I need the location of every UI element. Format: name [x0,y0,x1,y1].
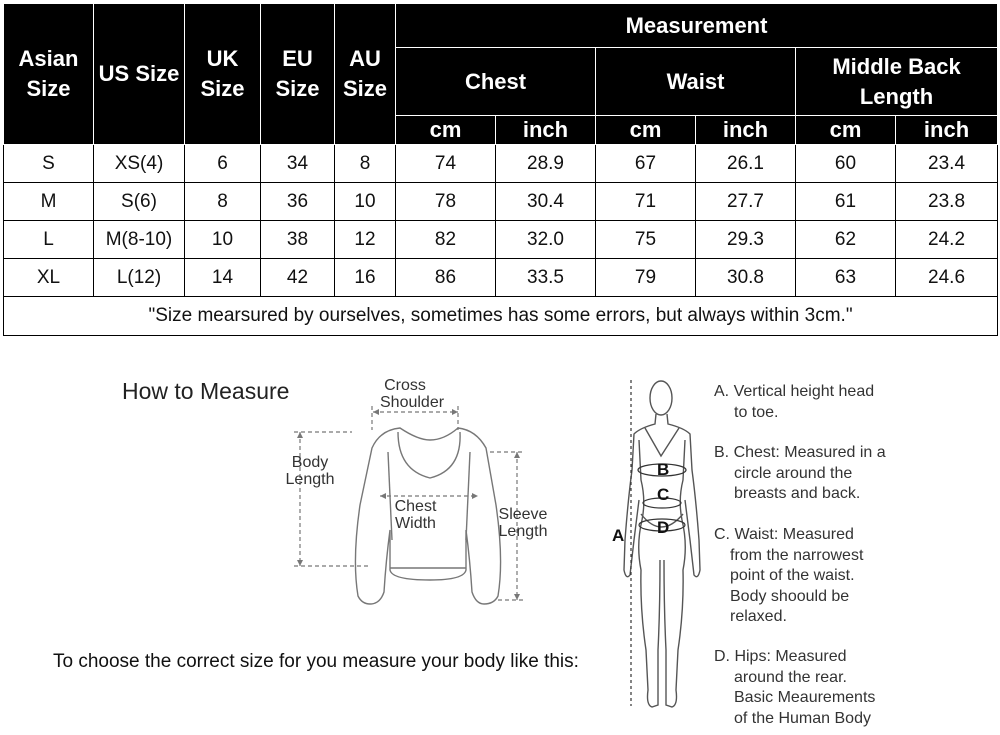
cell-back-cm: 61 [796,183,896,221]
letter-b: B [657,460,670,479]
cell-chest-cm: 78 [396,183,496,221]
header-eu-size: EU Size [261,4,335,145]
cell-back-cm: 60 [796,145,896,183]
letter-a: A [612,526,625,545]
cell-uk: 14 [185,259,261,297]
header-waist-cm: cm [596,116,696,145]
cell-asian: XL [4,259,94,297]
cell-uk: 10 [185,221,261,259]
cell-chest-inch: 33.5 [496,259,596,297]
header-uk-size: UK Size [185,4,261,145]
cell-back-inch: 23.4 [896,145,998,183]
cell-chest-cm: 82 [396,221,496,259]
cell-waist-cm: 79 [596,259,696,297]
cell-asian: S [4,145,94,183]
header-back-cm: cm [796,116,896,145]
cell-us: XS(4) [94,145,185,183]
letter-d: D [657,518,670,537]
header-measurement: Measurement [396,4,998,48]
definition-d: D. Hips: Measured around the rear. Basic Meaurements of the Human Body [714,648,876,727]
cell-waist-cm: 67 [596,145,696,183]
chest-width-label: Chest Width [394,498,437,532]
how-to-measure-title: How to Measure [122,378,290,404]
definition-a: A. Vertical height head to toe. [714,383,875,421]
cell-back-cm: 62 [796,221,896,259]
cell-waist-cm: 71 [596,183,696,221]
definition-b: B. Chest: Measured in a circle around the breasts and back. [714,444,886,502]
cell-back-cm: 63 [796,259,896,297]
header-chest: Chest [396,48,596,116]
cell-eu: 42 [261,259,335,297]
header-us-size: US Size [94,4,185,145]
cell-waist-inch: 26.1 [696,145,796,183]
letter-c: C [657,485,670,504]
cell-au: 16 [335,259,396,297]
cell-uk: 8 [185,183,261,221]
cross-shoulder-label: Cross Shoulder [380,377,445,411]
cell-au: 12 [335,221,396,259]
cell-chest-cm: 74 [396,145,496,183]
header-au-size: AU Size [335,4,396,145]
cell-au: 10 [335,183,396,221]
cell-chest-inch: 30.4 [496,183,596,221]
cell-eu: 36 [261,183,335,221]
cell-waist-inch: 30.8 [696,259,796,297]
body-length-label: Body Length [285,454,335,488]
choose-size-instruction: To choose the correct size for you measure your body like this: [53,651,579,672]
header-back-inch: inch [896,116,998,145]
cell-back-inch: 23.8 [896,183,998,221]
cell-waist-inch: 29.3 [696,221,796,259]
sleeve-length-label: Sleeve Length [498,506,548,540]
cell-waist-inch: 27.7 [696,183,796,221]
cell-chest-inch: 32.0 [496,221,596,259]
cell-asian: L [4,221,94,259]
cell-back-inch: 24.2 [896,221,998,259]
header-waist: Waist [596,48,796,116]
header-asian-size: Asian Size [4,4,94,145]
cell-eu: 34 [261,145,335,183]
header-middle-back-length: Middle Back Length [796,48,998,116]
cell-chest-cm: 86 [396,259,496,297]
cell-back-inch: 24.6 [896,259,998,297]
cell-chest-inch: 28.9 [496,145,596,183]
cell-uk: 6 [185,145,261,183]
header-chest-cm: cm [396,116,496,145]
header-waist-inch: inch [696,116,796,145]
cell-us: S(6) [94,183,185,221]
measurement-note: "Size mearsured by ourselves, sometimes has some errors, but always within 3cm." [4,297,998,336]
header-chest-inch: inch [496,116,596,145]
cell-us: M(8-10) [94,221,185,259]
cell-asian: M [4,183,94,221]
cell-us: L(12) [94,259,185,297]
definition-c: C. Waist: Measured from the narrowest point of the waist. Body shoould be relaxed. [714,526,864,625]
cell-waist-cm: 75 [596,221,696,259]
body-figure-illustration [624,381,700,707]
cell-au: 8 [335,145,396,183]
cell-eu: 38 [261,221,335,259]
